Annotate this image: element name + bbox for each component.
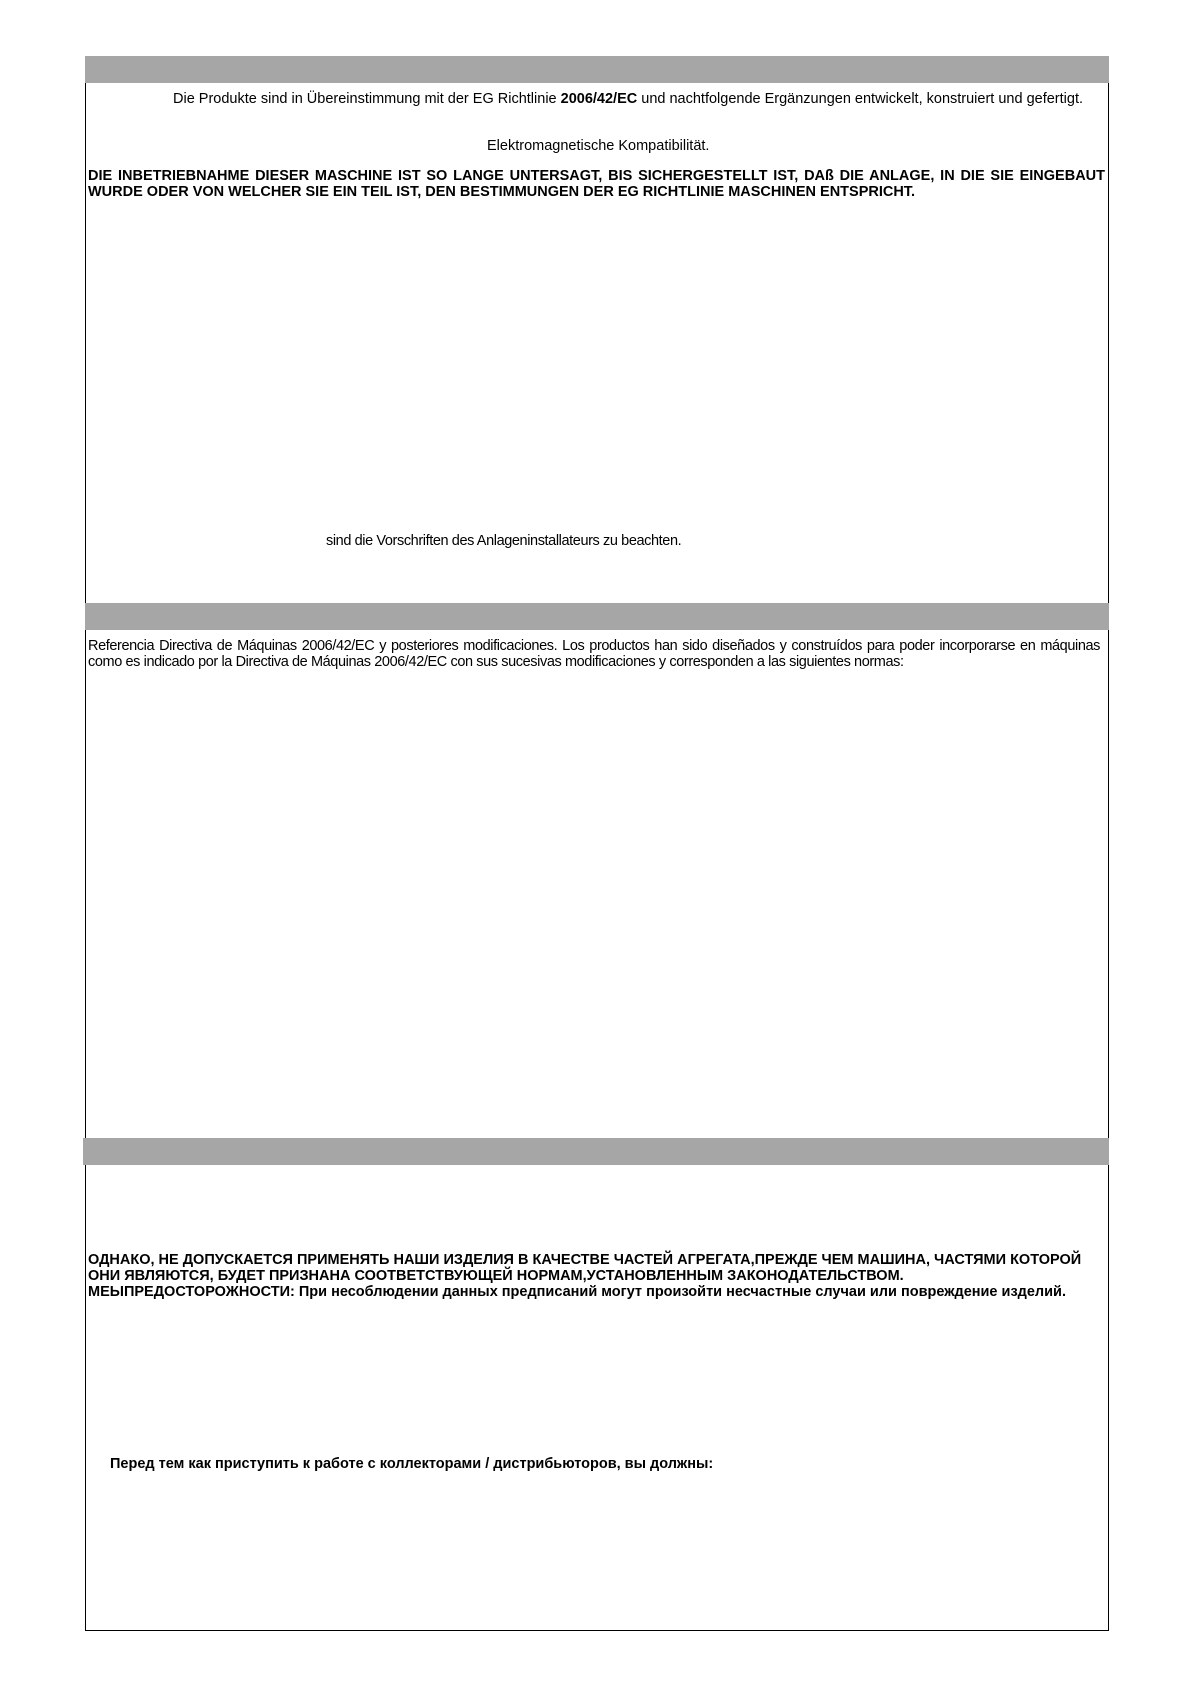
russian-before-work-text: Перед тем как приступить к работе с коллекторами / дистрибьюторов, вы должны: [110, 1456, 714, 1472]
section-header-band-spanish [85, 603, 1109, 630]
german-intro-text [173, 91, 1083, 107]
section-header-band-german [85, 56, 1109, 83]
page-frame [85, 56, 1109, 1631]
russian-precautions-text: МЕЫПРЕДОСТОРОЖНОСТИ: При несоблюдении данных предписаний могут произойти несчастные случаи или повреждение изделий. [88, 1284, 1066, 1300]
russian-warning-line-1: ОДНАКО, НЕ ДОПУСКАЕТСЯ ПРИМЕНЯТЬ НАШИ ИЗДЕЛИЯ В КАЧЕСТВЕ ЧАСТЕЙ АГРЕГАТА,ПРЕЖДЕ ЧЕМ МАШИНА, ЧАСТЯМИ КОТОРОЙ [88, 1252, 1082, 1268]
german-emc-text: Elektromagnetische Kompatibilität. [487, 138, 710, 154]
german-warning-text: DIE INBETRIEBNAHME DIESER MASCHINE IST SO LANGE UNTERSAGT, BIS SICHERGESTELLT IST, DAß DIE ANLAGE, IN DIE SIE EINGEBAUT WURDE ODER VON WELCHER SIE EIN TEIL IST, DEN BESTIMMUNGEN DER EG RICHTLINIE MASCHINEN ENTSPRICHT. [88, 168, 1105, 200]
spanish-reference-text: Referencia Directiva de Máquinas 2006/42/EC y posteriores modificaciones. Los productos han sido diseñados y construídos para poder incorporarse en máquinas como es indicado por la Directiva de Máquinas 2006/42/EC con sus sucesivas modificaciones y corresponden a las siguientes normas: [88, 638, 1100, 670]
german-intro-start: Die Produkte sind in Übereinstimmung mit der EG Richtlinie [173, 91, 561, 107]
russian-warning-line-2: ОНИ ЯВЛЯЮТСЯ, БУДЕТ ПРИЗНАНА СООТВЕТСТВУЮЩЕЙ НОРМАМ,УСТАНОВЛЕННЫМ ЗАКОНОДАТЕЛЬСТВОМ. [88, 1268, 904, 1284]
german-installer-note: sind die Vorschriften des Anlageninstallateurs zu beachten. [326, 533, 682, 549]
german-directive-number: 2006/42/EC [560, 91, 638, 107]
section-header-band-russian [83, 1138, 1109, 1165]
german-intro-end: und nachtfolgende Ergänzungen entwickelt, konstruiert und gefertigt. [637, 91, 1083, 107]
